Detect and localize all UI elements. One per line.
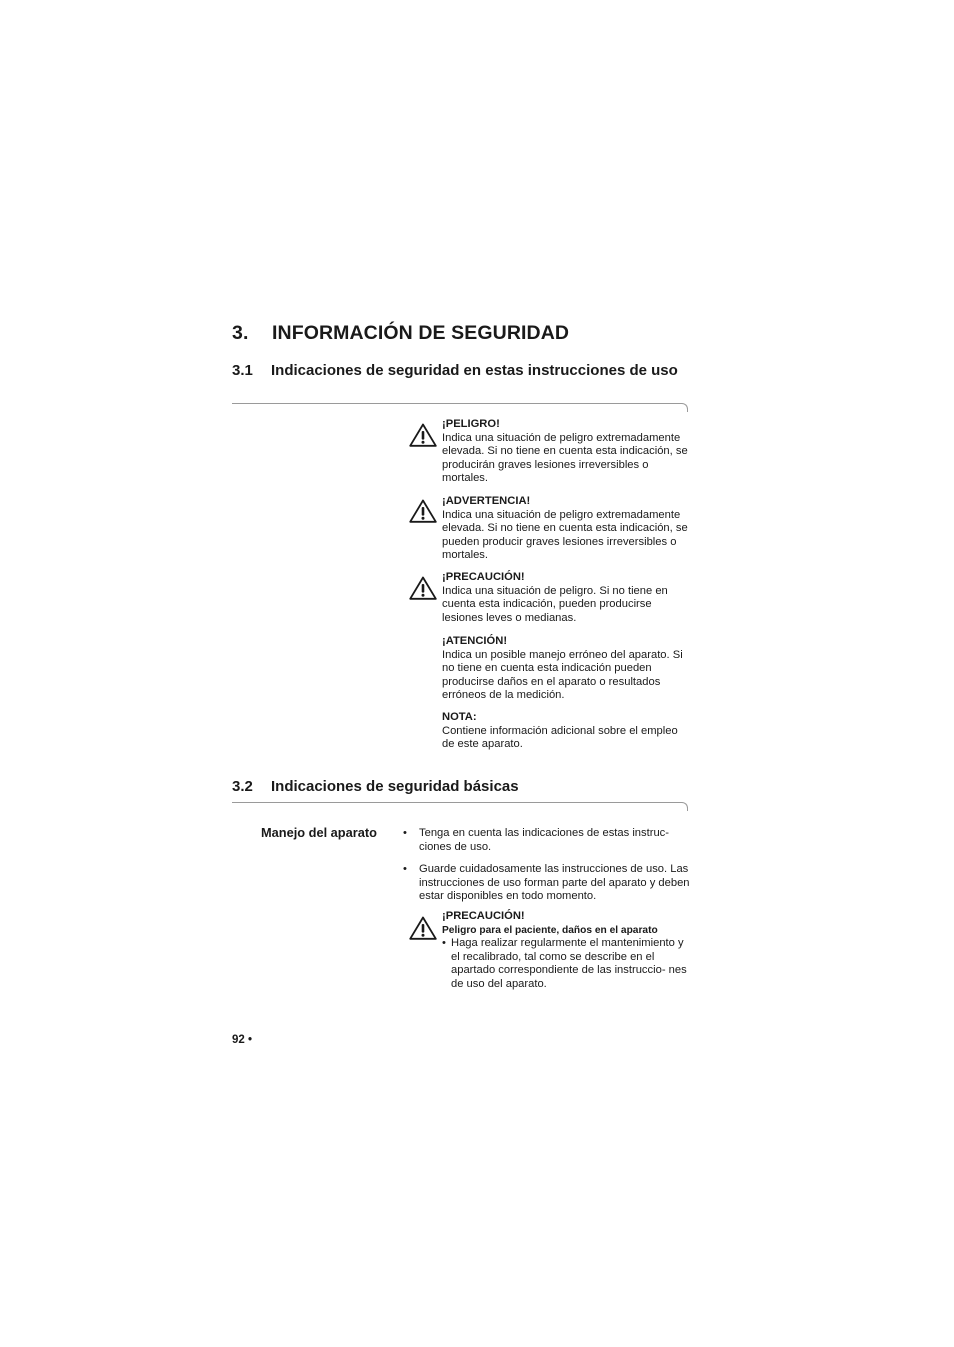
section-title: Indicaciones de seguridad en estas instrucciones de uso (271, 362, 678, 379)
list-item (442, 937, 687, 991)
warning-triangle-icon (409, 916, 437, 940)
notice-title: ¡ADVERTENCIA! (442, 495, 531, 507)
section-heading-3-1 (232, 361, 691, 380)
list-item (403, 827, 693, 854)
page-number: 92 • (232, 1034, 253, 1046)
notice-text: Indica una situación de peligro extremadamente elevada. Si no tiene en cuenta esta indicación, se pueden producir graves lesiones irreversibles o mortales. (442, 508, 688, 562)
section-number: 3.2 (232, 778, 253, 795)
bullet-dot: • (403, 863, 407, 875)
notice-peligro (442, 418, 692, 486)
list-item-text: Guarde cuidadosamente las instrucciones de uso. Las instrucciones de uso forman parte del aparato y deben estar disponibles en todo momento. (419, 863, 690, 903)
bullet-dot: • (442, 937, 446, 950)
notice-text: Contiene información adicional sobre el empleo de este aparato. (442, 724, 678, 751)
chapter-title: INFORMACIÓN DE SEGURIDAD (272, 322, 570, 344)
notice-title: ¡PRECAUCIÓN! (442, 571, 525, 583)
notice-atencion (442, 635, 692, 703)
notice-title: ¡PELIGRO! (442, 418, 500, 430)
notice-title: ¡ATENCIÓN! (442, 635, 508, 647)
section-rule-corner (681, 403, 688, 412)
list-item-text: Tenga en cuenta las indicaciones de estas instruc- ciones de uso. (419, 827, 670, 853)
notice-subtitle: Peligro para el paciente, daños en el aparato (442, 924, 658, 936)
notice-title: ¡PRECAUCIÓN! (442, 910, 525, 922)
list-item (403, 863, 693, 904)
warning-triangle-icon (409, 499, 437, 523)
notice-advertencia (442, 495, 692, 563)
section-rule (232, 403, 682, 404)
notice-title: NOTA: (442, 711, 477, 723)
chapter-heading (232, 322, 569, 345)
section-number: 3.1 (232, 362, 253, 379)
section-rule-corner (681, 802, 688, 811)
bullet-dot: • (403, 827, 407, 839)
section-rule (232, 802, 682, 803)
notice-text: Indica una situación de peligro. Si no tiene en cuenta esta indicación, pueden producirse lesiones leves o medianas. (442, 584, 668, 624)
notice-nota (442, 711, 692, 752)
chapter-number: 3. (232, 322, 249, 344)
warning-triangle-icon (409, 423, 437, 447)
side-label-manejo: Manejo del aparato (261, 825, 377, 840)
list-item-text: Haga realizar regularmente el mantenimiento y el recalibrado, tal como se describe en el apartado correspondiente de las instruccio- nes de uso del aparato. (451, 937, 687, 990)
notice-text: Indica una situación de peligro extremadamente elevada. Si no tiene en cuenta esta indicación, se producirán graves lesiones irreversibles o mortales. (442, 431, 688, 485)
notice-precaucion-aparato (442, 910, 687, 992)
section-title: Indicaciones de seguridad básicas (271, 778, 519, 795)
notice-text: Indica un posible manejo erróneo del aparato. Si no tiene en cuenta esta indicación pueden producirse daños en el aparato o resultados erróneos de la medición. (442, 648, 683, 702)
warning-triangle-icon (409, 576, 437, 600)
section-heading-3-2 (232, 777, 691, 796)
notice-precaucion (442, 571, 692, 625)
